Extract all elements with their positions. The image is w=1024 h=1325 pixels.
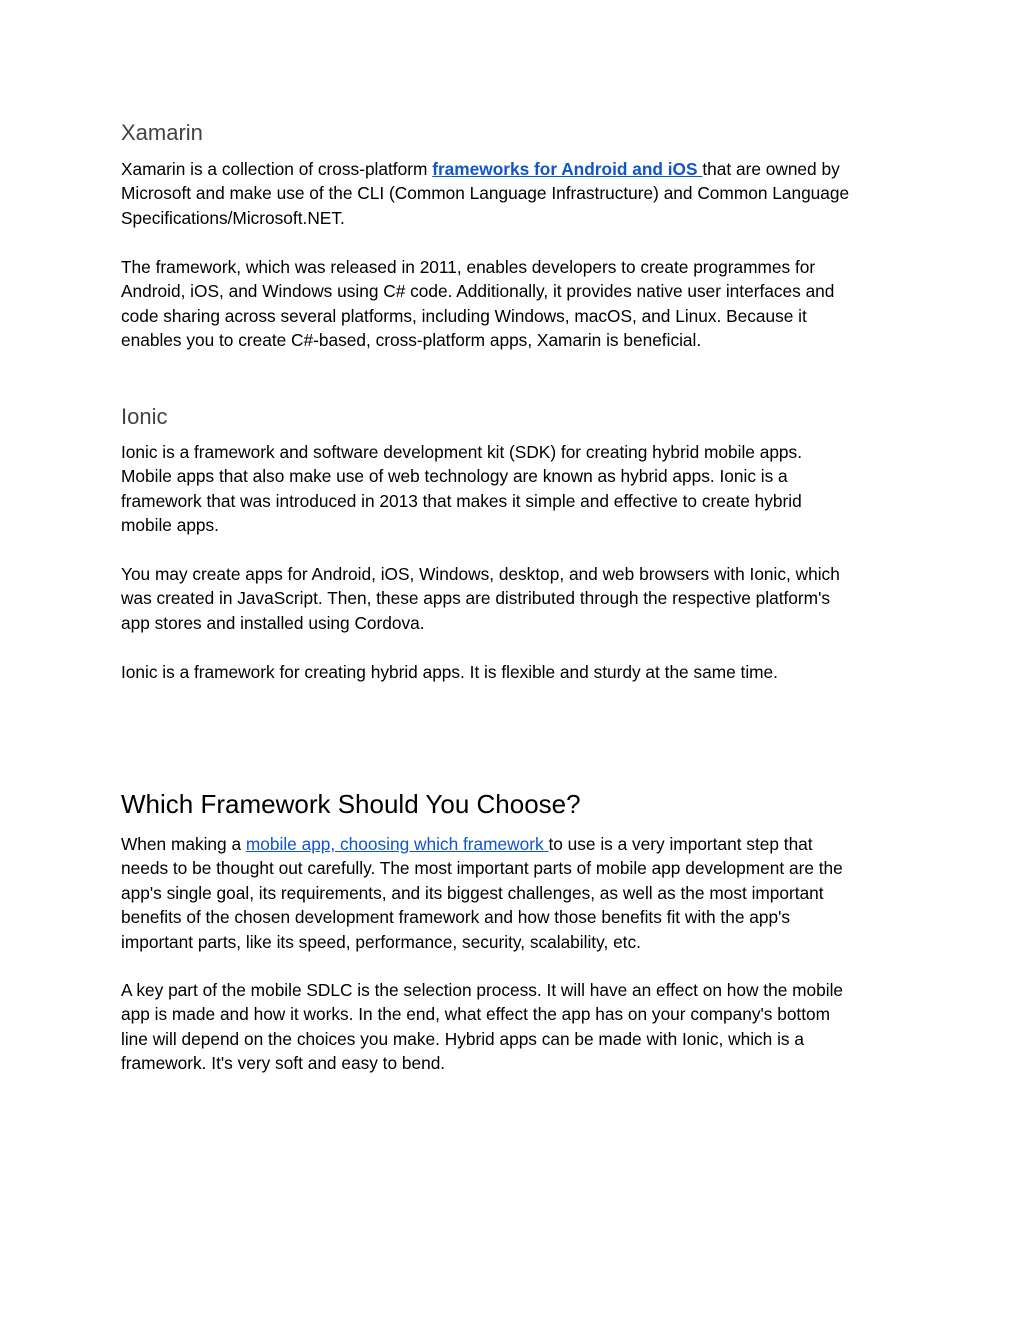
heading-xamarin: Xamarin (121, 120, 203, 145)
text-line: needs to be thought out carefully. The most important parts of mobile app development are the (121, 858, 843, 879)
heading-ionic: Ionic (121, 404, 168, 429)
xamarin-paragraph-2 (121, 255, 911, 353)
text-line: Mobile apps that also make use of web technology are known as hybrid apps. Ionic is a (121, 466, 788, 487)
ionic-paragraph-1 (121, 440, 911, 538)
text-line: line will depend on the choices you make. Hybrid apps can be made with Ionic, which is a (121, 1028, 804, 1049)
text-line: You may create apps for Android, iOS, Windows, desktop, and web browsers with Ionic, which (121, 564, 840, 584)
text-run: Xamarin is a collection of cross-platform (121, 159, 433, 179)
choose-paragraph-2 (121, 978, 911, 1076)
text-line: framework that was introduced in 2013 that makes it simple and effective to create hybrid (121, 490, 802, 511)
text-line: enables you to create C#-based, cross-platform apps, Xamarin is beneficial. (121, 330, 702, 351)
text-line: Specifications/Microsoft.NET. (121, 207, 345, 228)
text-line (121, 832, 911, 856)
text-line: Android, iOS, and Windows using C# code. Additionally, it provides native user interfaces and (121, 281, 835, 302)
text-line: framework. It's very soft and easy to bend. (121, 1053, 446, 1074)
text-line: mobile apps. (121, 515, 219, 536)
text-line: important parts, like its speed, performance, security, scalability, etc. (121, 931, 641, 952)
ionic-paragraph-2 (121, 562, 911, 635)
text-line: app's single goal, its requirements, and its biggest challenges, as well as the most important (121, 882, 824, 903)
text-run: When making a (121, 834, 246, 854)
link-frameworks-android-ios[interactable]: frameworks for Android and iOS (432, 159, 703, 179)
ionic-paragraph-3 (121, 660, 911, 684)
text-line: Ionic is a framework for creating hybrid apps. It is flexible and sturdy at the same time. (121, 662, 778, 682)
heading-which-framework: Which Framework Should You Choose? (121, 789, 581, 819)
text-line: The framework, which was released in 2011, enables developers to create programmes for (121, 257, 816, 277)
text-line: Ionic is a framework and software development kit (SDK) for creating hybrid mobile apps. (121, 442, 802, 462)
text-line: was created in JavaScript. Then, these apps are distributed through the respective platform's (121, 588, 831, 609)
text-run: to use is a very important step that (548, 834, 813, 854)
choose-paragraph-1 (121, 832, 911, 954)
xamarin-paragraph-1 (121, 157, 911, 230)
text-line (121, 157, 911, 181)
text-line: Microsoft and make use of the CLI (Common Language Infrastructure) and Common Language (121, 183, 850, 204)
text-line: app stores and installed using Cordova. (121, 612, 425, 633)
text-run: that are owned by (702, 159, 840, 179)
text-line: A key part of the mobile SDLC is the selection process. It will have an effect on how the mobile (121, 980, 844, 1000)
link-mobile-app-framework[interactable]: mobile app, choosing which framework (245, 834, 549, 854)
text-line: benefits of the chosen development framework and how those benefits fit with the app's (121, 907, 791, 928)
text-line: code sharing across several platforms, including Windows, macOS, and Linux. Because it (121, 305, 807, 326)
text-line: app is made and how it works. In the end, what effect the app has on your company's bottom (121, 1004, 831, 1025)
